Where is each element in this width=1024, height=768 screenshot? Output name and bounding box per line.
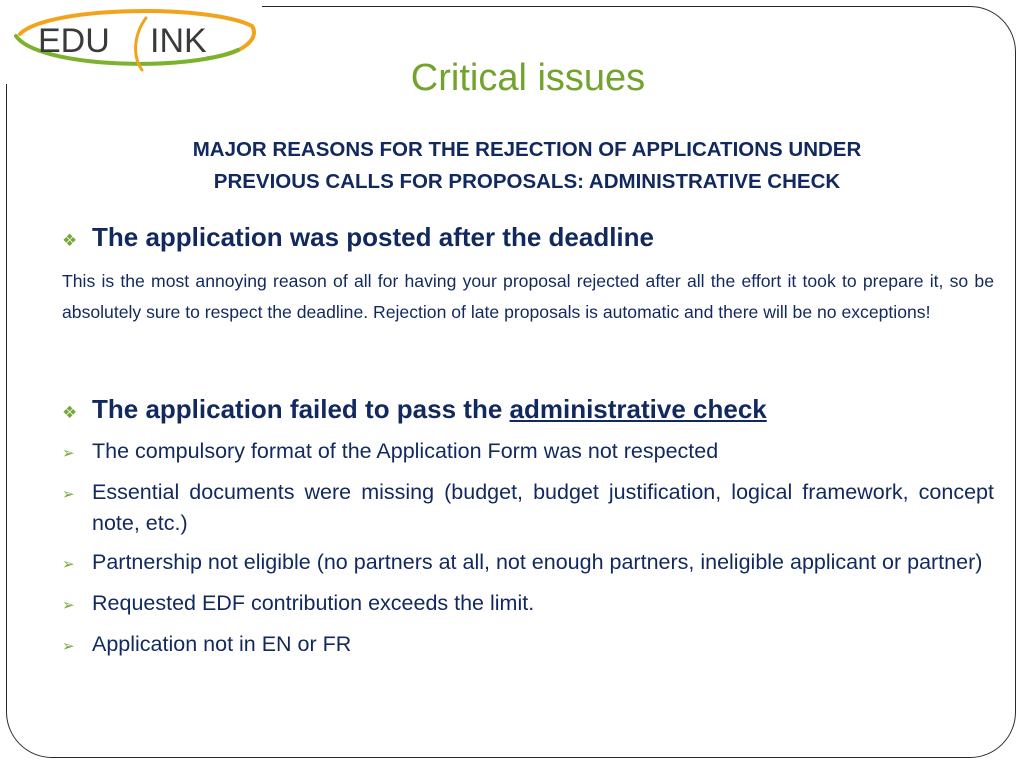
arrow-bullet-icon: ➢ bbox=[62, 486, 75, 503]
list-item bbox=[62, 547, 994, 580]
list-item bbox=[62, 588, 994, 621]
arrow-bullet-icon: ➢ bbox=[62, 556, 75, 573]
subtitle-line-1: MAJOR REASONS FOR THE REJECTION OF APPLICATIONS UNDER bbox=[192, 138, 862, 161]
list-item-text: Requested EDF contribution exceeds the limit. bbox=[92, 591, 535, 615]
list-item-text: Essential documents were missing (budget, budget justification, logical framework, concept note, etc.) bbox=[92, 480, 994, 535]
section-administrative-check bbox=[62, 392, 994, 670]
deadline-heading bbox=[62, 220, 994, 258]
list-item-text: Partnership not eligible (no partners at all, not enough partners, ineligible applicant or partner) bbox=[92, 550, 983, 574]
deadline-paragraph: This is the most annoying reason of all for having your proposal rejected after all the effort it took to prepare it, so be absolutely sure to respect the deadline. Rejection of late proposals is automatic and there will be no exceptions! bbox=[62, 271, 994, 322]
subtitle-line-2: PREVIOUS CALLS FOR PROPOSALS: ADMINISTRATIVE CHECK bbox=[213, 170, 841, 193]
admin-check-list bbox=[62, 436, 994, 662]
diamond-bullet-icon: ❖ bbox=[62, 403, 78, 422]
admin-check-heading-prefix: The application failed to pass the bbox=[92, 394, 510, 424]
section-deadline bbox=[62, 220, 994, 328]
logo-text-edu: EDU bbox=[38, 22, 110, 60]
logo-text-ink: INK bbox=[150, 22, 207, 60]
administrative-check-link[interactable]: administrative check bbox=[509, 394, 767, 424]
slide-title: Critical issues bbox=[410, 57, 646, 99]
admin-check-heading bbox=[62, 392, 994, 430]
arrow-bullet-icon: ➢ bbox=[62, 445, 75, 462]
arrow-bullet-icon: ➢ bbox=[62, 638, 75, 655]
slide-subtitle bbox=[70, 134, 984, 198]
deadline-heading-text: The application was posted after the deadline bbox=[92, 222, 654, 252]
arrow-bullet-icon: ➢ bbox=[62, 597, 75, 614]
list-item-text: Application not in EN or FR bbox=[92, 632, 352, 656]
diamond-bullet-icon: ❖ bbox=[62, 231, 78, 250]
list-item bbox=[62, 436, 994, 469]
list-item-text: The compulsory format of the Application Form was not respected bbox=[92, 439, 719, 463]
list-item bbox=[62, 629, 994, 662]
list-item bbox=[62, 477, 994, 539]
admin-check-heading-text bbox=[92, 392, 767, 426]
